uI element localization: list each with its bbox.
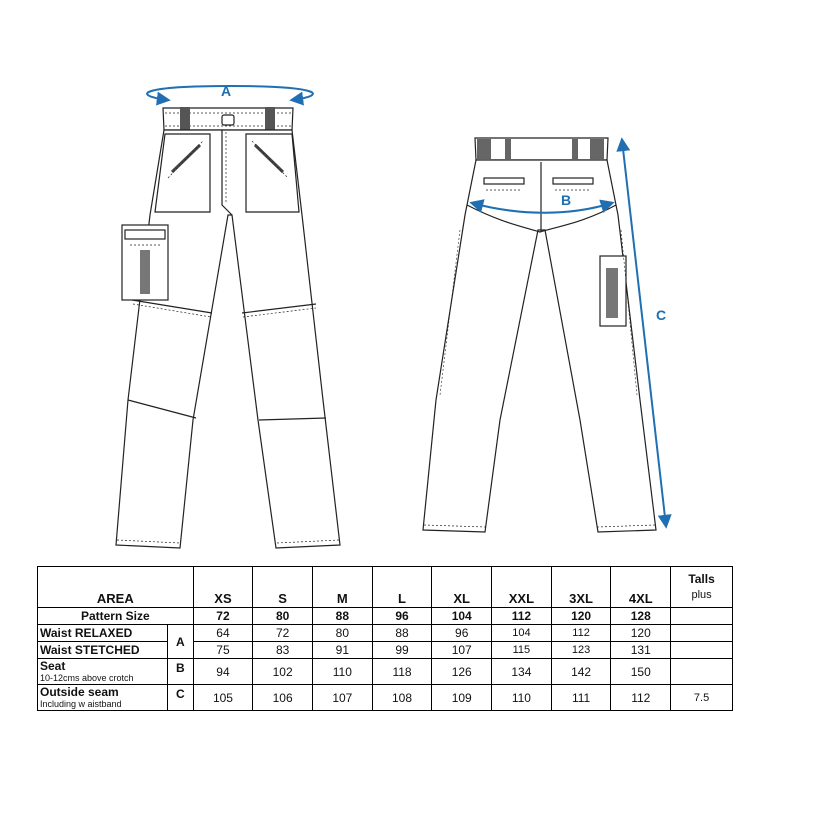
table-cell	[671, 642, 733, 659]
table-cell: 72	[193, 608, 253, 625]
table-cell: 120	[551, 608, 611, 625]
table-cell: 112	[611, 685, 671, 711]
table-cell: 111	[551, 685, 611, 711]
waist-stretched-row	[38, 642, 733, 659]
table-cell: 110	[492, 685, 552, 711]
seat-row	[38, 659, 733, 685]
table-cell: 102	[253, 659, 313, 685]
table-cell: 94	[193, 659, 253, 685]
size-header: M	[312, 567, 372, 608]
size-header: 4XL	[611, 567, 671, 608]
waist-relaxed-label: Waist RELAXED	[38, 625, 168, 642]
table-cell: 88	[372, 625, 432, 642]
talls-header	[671, 567, 733, 608]
talls-subtitle: plus	[691, 589, 712, 601]
table-cell: 96	[372, 608, 432, 625]
label-c: C	[656, 307, 667, 323]
table-cell: 80	[312, 625, 372, 642]
waist-code: A	[168, 625, 194, 659]
pattern-size-label: Pattern Size	[38, 608, 194, 625]
table-cell: 134	[492, 659, 552, 685]
table-cell: 7.5	[671, 685, 733, 711]
waist-stretched-label: Waist STETCHED	[38, 642, 168, 659]
size-header: XS	[193, 567, 253, 608]
table-cell: 126	[432, 659, 492, 685]
table-cell: 72	[253, 625, 313, 642]
outside-seam-row	[38, 685, 733, 711]
table-cell: 108	[372, 685, 432, 711]
table-cell: 109	[432, 685, 492, 711]
seat-label-cell	[38, 659, 168, 685]
front-view-trousers	[116, 107, 340, 548]
table-cell: 112	[492, 608, 552, 625]
table-cell: 105	[193, 685, 253, 711]
table-cell: 88	[312, 608, 372, 625]
table-cell: 120	[611, 625, 671, 642]
table-cell: 96	[432, 625, 492, 642]
table-cell: 131	[611, 642, 671, 659]
area-header: AREA	[38, 567, 194, 608]
table-cell: 150	[611, 659, 671, 685]
table-cell: 107	[312, 685, 372, 711]
table-cell: 75	[193, 642, 253, 659]
seam-code: C	[168, 685, 194, 711]
label-b: B	[561, 192, 572, 208]
table-cell	[671, 608, 733, 625]
table-cell	[671, 659, 733, 685]
label-a: A	[221, 83, 232, 99]
size-header: L	[372, 567, 432, 608]
table-cell: 128	[611, 608, 671, 625]
table-cell: 91	[312, 642, 372, 659]
size-header: XXL	[492, 567, 552, 608]
seam-note: Including w aistband	[40, 699, 122, 709]
size-header: 3XL	[551, 567, 611, 608]
table-cell	[671, 625, 733, 642]
seat-note: 10-12cms above crotch	[40, 673, 134, 683]
size-chart-table	[37, 566, 733, 711]
table-cell: 107	[432, 642, 492, 659]
table-cell: 64	[193, 625, 253, 642]
table-cell: 110	[312, 659, 372, 685]
table-cell: 112	[551, 625, 611, 642]
pattern-size-row	[38, 608, 733, 625]
talls-title: Talls	[688, 572, 715, 586]
table-cell: 142	[551, 659, 611, 685]
table-cell: 80	[253, 608, 313, 625]
table-cell: 118	[372, 659, 432, 685]
seat-code: B	[168, 659, 194, 685]
table-cell: 99	[372, 642, 432, 659]
seam-label: Outside seam	[40, 685, 119, 699]
waist-relaxed-row	[38, 625, 733, 642]
size-header: S	[253, 567, 313, 608]
back-view-trousers	[423, 138, 656, 532]
header-row	[38, 567, 733, 608]
table-cell: 83	[253, 642, 313, 659]
seam-label-cell	[38, 685, 168, 711]
table-cell: 104	[492, 625, 552, 642]
table-cell: 106	[253, 685, 313, 711]
table-cell: 104	[432, 608, 492, 625]
seat-label: Seat	[40, 659, 66, 673]
table-cell: 115	[492, 642, 552, 659]
table-cell: 123	[551, 642, 611, 659]
size-header: XL	[432, 567, 492, 608]
